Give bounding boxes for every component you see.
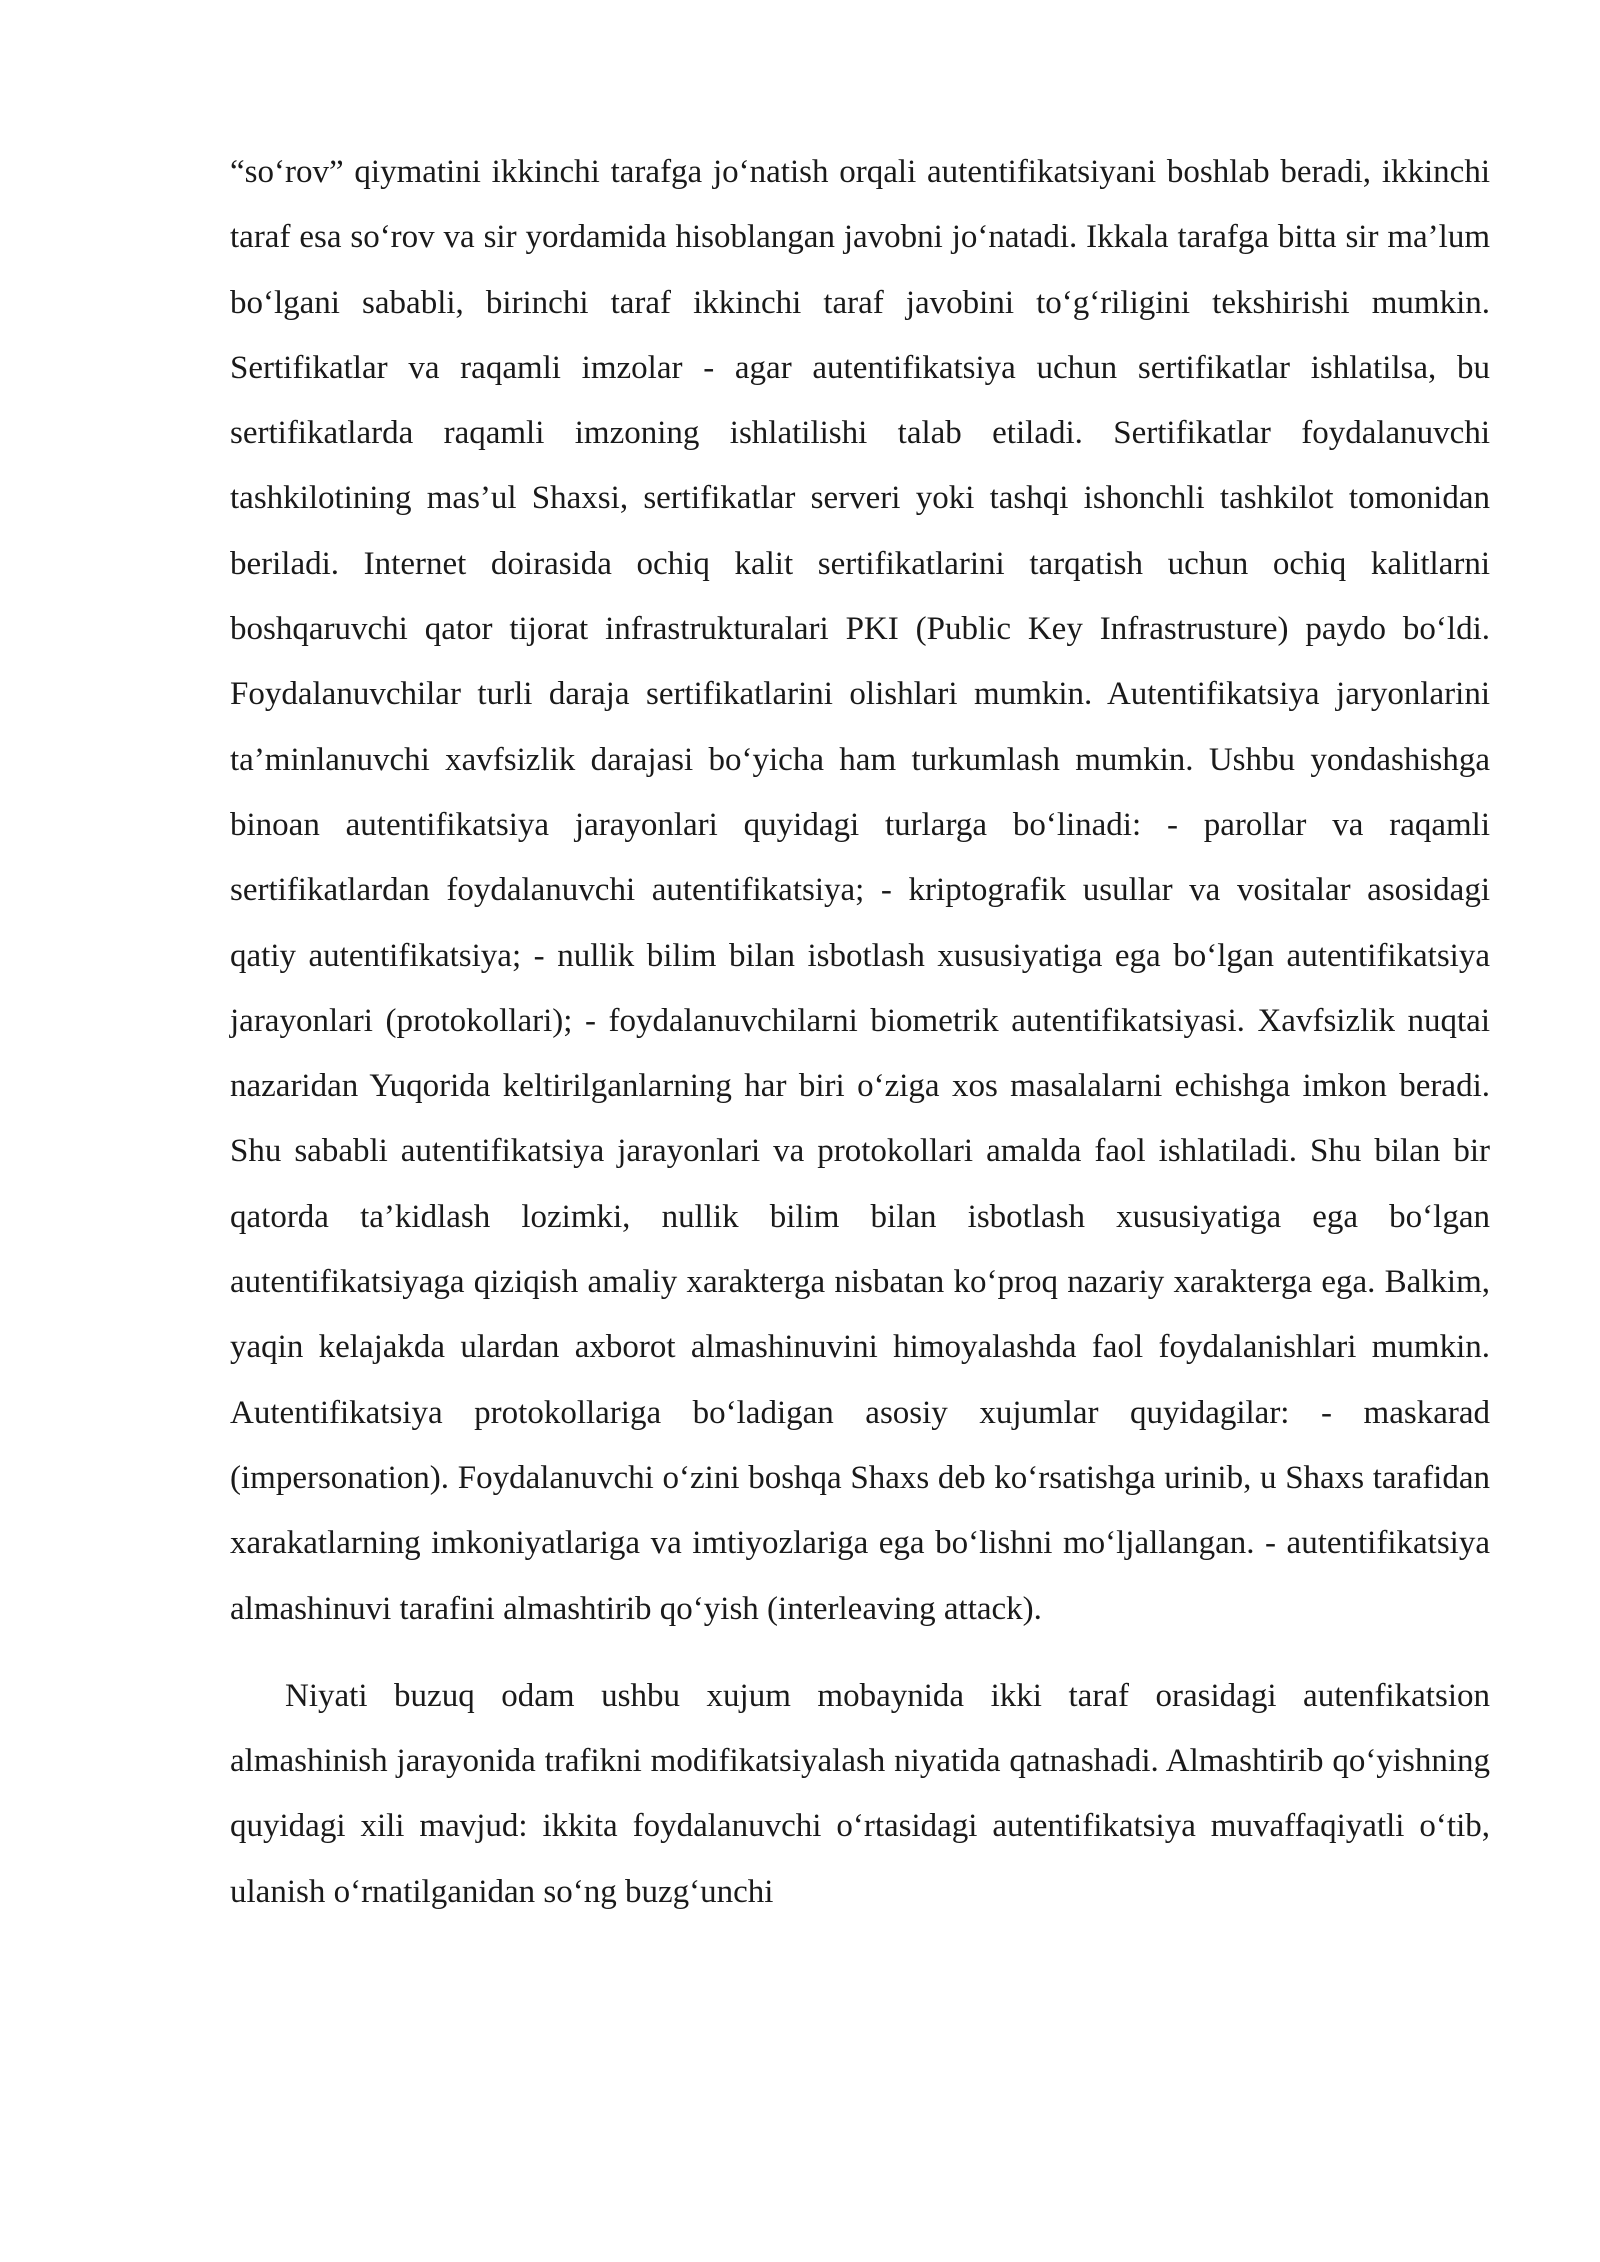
paragraph-1: “so‘rov” qiymatini ikkinchi tarafga jo‘natish orqali autentifikatsiyani boshlab beradi, ikkinchi taraf esa so‘rov va sir yordamida hisoblangan javobni jo‘natadi. Ikkala tarafga bitta sir ma’lum bo‘lgani sababli, birinchi taraf ikkinchi taraf javobini to‘g‘riligini tekshirishi mumkin. Sertifikatlar va raqamli imzolar - agar autentifikatsiya uchun sertifikatlar ishlatilsa, bu sertifikatlarda raqamli imzoning ishlatilishi talab etiladi. Sertifikatlar foydalanuvchi tashkilotining mas’ul Shaxsi, sertifikatlar serveri yoki tashqi ishonchli tashkilot tomonidan beriladi. Internet doirasida ochiq kalit sertifikatlarini tarqatish uchun ochiq kalitlarni boshqaruvchi qator tijorat infrastrukturalari PKI (Public Key Infrastrusture) paydo bo‘ldi. Foydalanuvchilar turli daraja sertifikatlarini olishlari mumkin. Autentifikatsiya jaryonlarini ta’minlanuvchi xavfsizlik darajasi bo‘yicha ham turkumlash mumkin. Ushbu yondashishga binoan autentifikatsiya jarayonlari quyidagi turlarga bo‘linadi: - parollar va raqamli sertifikatlardan foydalanuvchi autentifikatsiya; - kriptografik usullar va vositalar asosidagi qatiy autentifikatsiya; - nullik bilim bilan isbotlash xususiyatiga ega bo‘lgan autentifikatsiya jarayonlari (protokollari); - foydalanuvchilarni biometrik autentifikatsiyasi. Xavfsizlik nuqtai nazaridan Yuqorida keltirilganlarning har biri o‘ziga xos masalalarni echishga imkon beradi. Shu sababli autentifikatsiya jarayonlari va protokollari amalda faol ishlatiladi. Shu bilan bir qatorda ta’kidlash lozimki, nullik bilim bilan isbotlash xususiyatiga ega bo‘lgan autentifikatsiyaga qiziqish amaliy xarakterga nisbatan ko‘proq nazariy xarakterga ega. Balkim, yaqin kelajakda ulardan axborot almashinuvini himoyalashda faol foydalanishlari mumkin. Autentifikatsiya protokollariga bo‘ladigan asosiy xujumlar quyidagilar: - maskarad (impersonation). Foydalanuvchi o‘zini boshqa Shaxs deb ko‘rsatishga urinib, u Shaxs tarafidan xarakatlarning imkoniyatlariga va imtiyozlariga ega bo‘lishni mo‘ljallangan. - autentifikatsiya almashinuvi tarafini almashtirib qo‘yish (interleaving attack).: [230, 154, 1490, 1627]
paragraph-2: Niyati buzuq odam ushbu xujum mobaynida ikki taraf orasidagi autenfikatsion almashinish jarayonida trafikni modifikatsiyalash niyatida qatnashadi. Almashtirib qo‘yishning quyidagi xili mavjud: ikkita foydalanuvchi o‘rtasidagi autentifikatsiya muvaffaqiyatli o‘tib, ulanish o‘rnatilganidan so‘ng buzg‘unchi: [230, 1677, 1490, 1910]
body-text: [230, 140, 1490, 1925]
